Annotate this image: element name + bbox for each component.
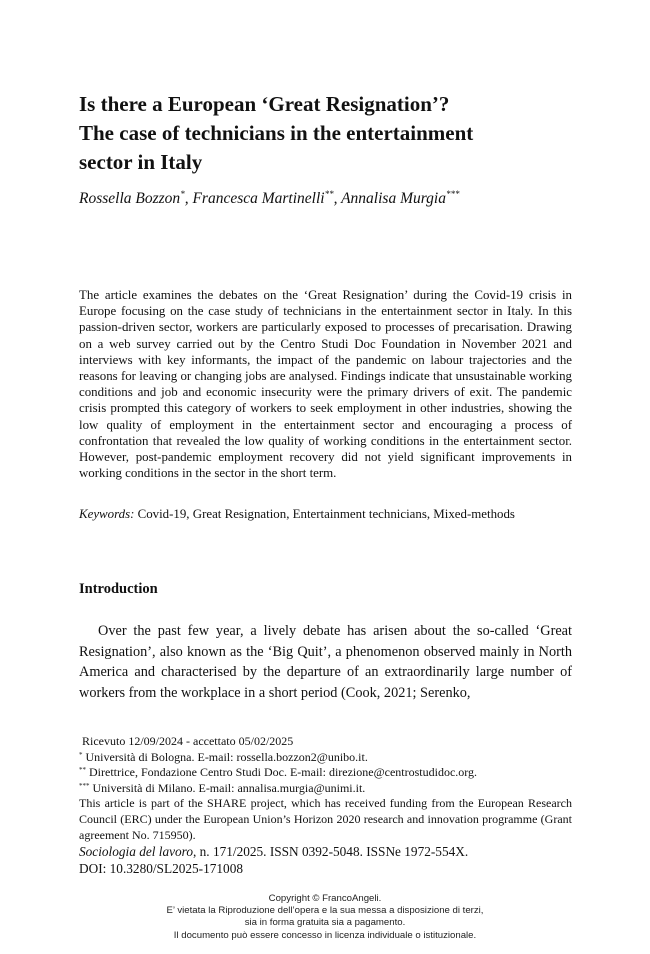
author-separator: , [333, 190, 342, 207]
footnote-text: Università di Bologna. E-mail: rossella.bozzon2@unibo.it. [82, 749, 368, 764]
author-footnote-mark: *** [446, 189, 460, 199]
received-accepted-dates: Ricevuto 12/09/2024 - accettato 05/02/2025 [82, 734, 294, 748]
journal-name: Sociologia del lavoro [79, 844, 193, 859]
author-name: Annalisa Murgia [341, 190, 446, 207]
title-line: sector in Italy [79, 150, 203, 174]
footnote-mark: ** [79, 766, 86, 775]
intro-paragraph: Over the past few year, a lively debate has arisen about the so-called ‘Great Resignation’, also known as the ‘Big Quit’, a phenomenon observed mainly in North America and characterised by the departure of an extraordinarily large number of workers from the workplace in a short period (Cook, 2021; Serenko, [79, 623, 572, 701]
title-line: Is there a European ‘Great Resignation’? [79, 92, 450, 116]
footnote-text: Direttrice, Fondazione Centro Studi Doc. E-mail: direzione@centrostudidoc.org. [86, 765, 478, 780]
author-footnote-mark: * [180, 189, 185, 199]
title-line: The case of technicians in the entertainment [79, 121, 474, 145]
author-name: Francesca Martinelli [192, 190, 325, 207]
abstract: The article examines the debates on the ‘Great Resignation’ during the Covid-19 crisis in Europe focusing on the case study of technicians in the entertainment sector in Italy. In this passion-driven sector, workers are particularly exposed to processes of precarisation. Drawing on a web survey carried out by the Centro Studi Doc Foundation in November 2021 and interviews with key informants, the impact of the pandemic on labour trajectories and the reasons for leaving or changing jobs are analysed. Findings indicate that unsustainable working conditions and job and economic insecurity were the primary drivers of exit. The pandemic crisis prompted this category of workers to seek employment in other industries, showing the low quality of employment in the entertainment sector and encouraging a process of confrontation that revealed the low quality of working conditions in the entertainment sector. However, post-pandemic employment recovery did not yield significant improvements in working conditions in the sector in the short term. [79, 288, 572, 481]
author-name: Rossella Bozzon [79, 190, 181, 207]
footnote-mark: * [79, 750, 83, 759]
copyright-line: Copyright © FrancoAngeli. [268, 893, 382, 904]
copyright-line: sia in forma gratuita sia a pagamento. [244, 917, 406, 929]
affiliation-footnote [79, 781, 572, 797]
author-list [79, 188, 579, 210]
journal-citation [79, 844, 572, 861]
footnote-text: Università di Milano. E-mail: annalisa.murgia@unimi.it. [89, 780, 366, 795]
copyright-line: E’ vietata la Riproduzione dell’opera e la sua messa a disposizione di terzi, [166, 905, 484, 917]
article-title [79, 90, 549, 177]
keywords-text: Covid-19, Great Resignation, Entertainment technicians, Mixed-methods [134, 507, 515, 521]
copyright-line: Il documento può essere concesso in licenza individuale o istituzionale. [173, 929, 477, 941]
footnotes [79, 734, 572, 843]
affiliation-footnote [79, 750, 572, 766]
footnote-mark: *** [79, 781, 90, 790]
funding-note: This article is part of the SHARE project, which has received funding from the European Research Council (ERC) under the European Union’s Horizon 2020 research and innovation programme (Grant agreement No. 715950). [79, 796, 572, 842]
author-footnote-mark: ** [324, 189, 334, 199]
journal-details: , n. 171/2025. ISSN 0392-5048. ISSNe 1972-554X. [193, 844, 469, 859]
keywords [79, 506, 572, 522]
copyright-notice [75, 893, 575, 942]
journal-info [79, 844, 572, 877]
author-separator: , [184, 190, 193, 207]
keywords-label: Keywords: [79, 507, 135, 521]
doi: DOI: 10.3280/SL2025-171008 [79, 860, 243, 876]
affiliation-footnote [79, 765, 572, 781]
section-heading-introduction: Introduction [79, 581, 158, 597]
